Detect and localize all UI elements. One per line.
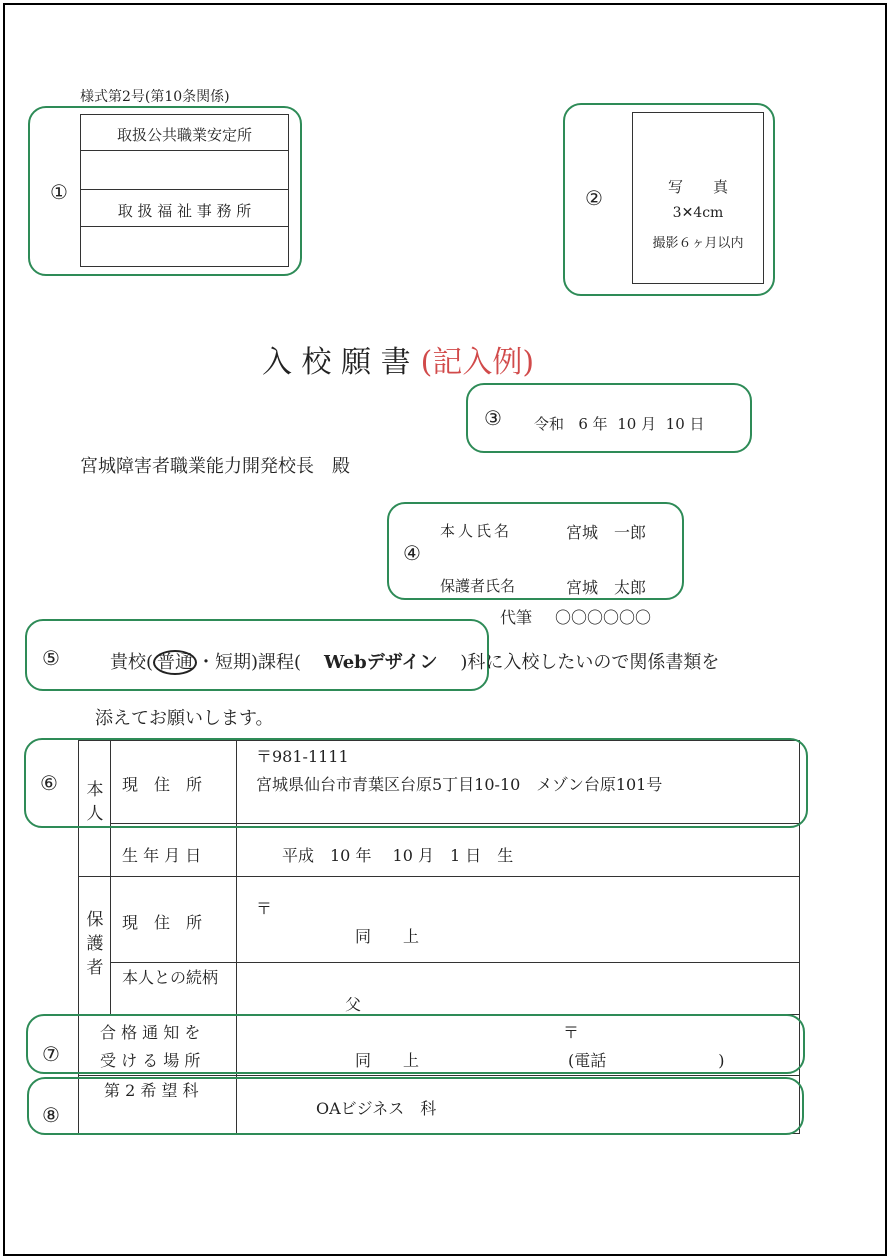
birth-value: 平成 10 年 10 月 1 日 生 <box>282 846 514 865</box>
marker-5: ⑤ <box>42 646 60 670</box>
table-row-line <box>78 876 800 877</box>
course-name: Webデザイン <box>323 652 438 673</box>
proxy-label: 代筆 <box>500 608 533 627</box>
date-month-unit: 月 <box>641 415 657 433</box>
annotation-box-8 <box>27 1077 804 1135</box>
recipient: 宮城障害者職業能力開発校長 殿 <box>80 456 350 477</box>
document-title <box>262 337 534 381</box>
annotation-box-6 <box>24 738 808 828</box>
photo-size: 3✕4cm <box>672 205 724 221</box>
self-name-value: 宮城 一郎 <box>566 523 647 542</box>
marker-3: ③ <box>484 406 502 430</box>
date-year-unit: 年 <box>592 415 608 433</box>
address-label: 現 住 所 <box>122 775 203 794</box>
table-row-line <box>78 1075 800 1076</box>
second-choice-label: 第 2 希 望 科 <box>104 1081 199 1100</box>
date-era: 令和 <box>534 415 565 433</box>
title-example: (記入例) <box>420 345 535 380</box>
guardian-postal: 〒 <box>256 899 273 918</box>
guardian-address-label: 現 住 所 <box>122 913 203 932</box>
marker-8: ⑧ <box>42 1103 60 1127</box>
course-selected-regular: 普通 <box>153 650 197 675</box>
notice-phone: (電話 ) <box>568 1051 725 1070</box>
welfare-office-label: 取 扱 福 祉 事 務 所 <box>117 202 252 220</box>
public-employment-office-label: 取扱公共職業安定所 <box>116 126 252 144</box>
course-sentence <box>110 648 719 674</box>
applicant-group-label: 本 人 <box>86 780 104 824</box>
guardian-name-value: 宮城 太郎 <box>566 578 647 597</box>
marker-1: ① <box>50 180 68 204</box>
annotation-box-7 <box>26 1014 805 1074</box>
office-row-divider <box>80 189 289 190</box>
marker-7: ⑦ <box>42 1042 60 1066</box>
course-option-short: ・短期)課程( <box>197 652 302 673</box>
postal-code: 〒981-1111 <box>256 747 349 766</box>
office-row-divider <box>80 150 289 151</box>
notice-label-1: 合 格 通 知 を <box>100 1023 201 1042</box>
marker-4: ④ <box>403 541 421 565</box>
date-day: 10 <box>665 415 685 433</box>
proxy-value: 〇〇〇〇〇〇 <box>555 608 652 627</box>
form-number: 様式第2号(第10条関係) <box>80 89 230 105</box>
course-sentence-line2: 添えてお願いします。 <box>95 708 274 729</box>
relation-label: 本人との続柄 <box>122 968 219 987</box>
photo-label: 写 真 <box>667 178 728 196</box>
course-suffix: )科に入校したいので関係書類を <box>460 652 720 673</box>
table-row-line <box>110 962 800 963</box>
birth-label: 生 年 月 日 <box>122 846 202 865</box>
date-month: 10 <box>617 415 637 433</box>
date-year: 6 <box>578 415 588 433</box>
guardian-address-value: 同 上 <box>355 927 420 946</box>
self-name-label: 本人氏名 <box>440 522 513 540</box>
address-value: 宮城県仙台市青葉区台原5丁目10-10 メゾン台原101号 <box>256 775 663 794</box>
office-row-divider <box>80 226 289 227</box>
date-day-unit: 日 <box>689 415 705 433</box>
second-choice-value: OAビジネス 科 <box>316 1099 437 1118</box>
title-main: 入 校 願 書 <box>262 345 411 380</box>
guardian-name-label: 保護者氏名 <box>440 577 516 595</box>
marker-2: ② <box>585 186 603 210</box>
photo-placeholder <box>632 112 764 284</box>
guardian-group-label: 保 護 者 <box>86 910 104 978</box>
date-line <box>534 413 705 434</box>
relation-value: 父 <box>345 995 362 1014</box>
photo-note: 撮影６ヶ月以内 <box>652 236 744 251</box>
marker-6: ⑥ <box>40 771 58 795</box>
notice-label-2: 受 け る 場 所 <box>100 1051 201 1070</box>
notice-postal: 〒 <box>563 1023 580 1042</box>
course-prefix: 貴校( <box>110 652 154 673</box>
notice-value: 同 上 <box>355 1051 420 1070</box>
